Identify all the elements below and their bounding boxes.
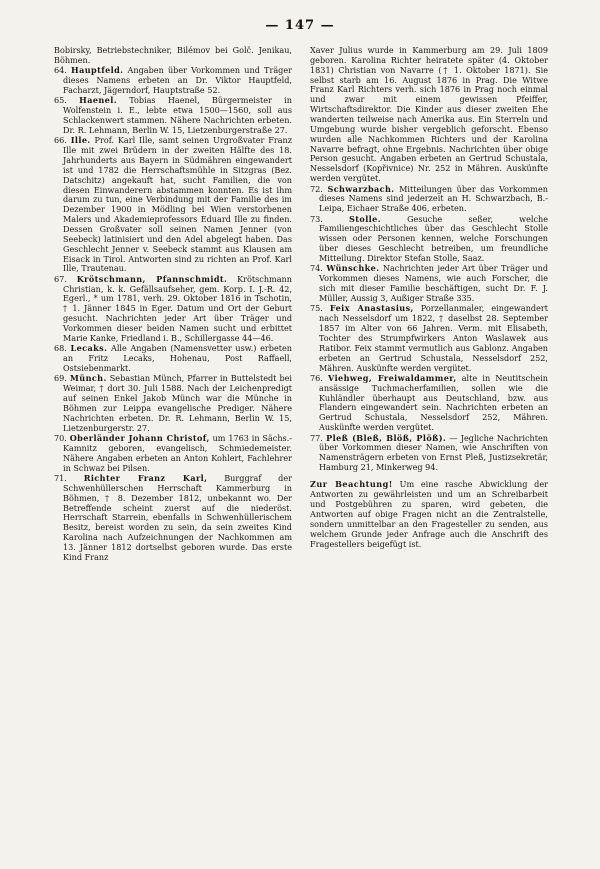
entry-number: 73. bbox=[310, 213, 323, 224]
left-column bbox=[54, 46, 292, 843]
entry-number: 76. bbox=[310, 372, 323, 383]
entry-text: Krötschmann Christian, k. k. Gefällsaufseher, gem. Korp. I. J.-R. 42, Egerl., * um 1781, verh. 29. Oktober 1816 in Tschotin, † 1. Jänner 1845 in Eger. Datum und Ort der Geburt gesucht. Nachrichten jeder Art über Träger und Vorkommen dieser beiden Namen sucht und erbittet Marie Kanke, Friedland i. B., Schillergasse 44—46. bbox=[63, 273, 292, 343]
entry-text: Xaver Julius wurde in Kammerburg am 29. Juli 1809 geboren. Karolina Richter heiratete später (4. Oktober 1831) Christian von Navarre († 1. Oktober 1871). Sie selbst starb am 16. August 1876 in Prag. Die Witwe Franz Karl Richters verh. sich 1876 in Prag noch einmal und zwar mit einem gewissen Pfeiffer, Wirtschaftsdirektor. Die Kinder aus dieser zweiten Ehe wanderten teilweise nach Amerika aus. Ein Sterreln und Umgebung wurde bisher vergeblich geforscht. Ebenso wurden alle Nachkommen Richters und der Karolina Navarre befragt, ohne Ergebnis. Nachrichten über obige Person gesucht. Angaben erbeten an Gertrud Schustala, Nesselsdorf (Kopřivnice) Nr. 252 in Mähren. Auskünfte werden vergütet. bbox=[310, 45, 548, 184]
entry-item bbox=[54, 136, 292, 274]
entry-number: 68. bbox=[54, 343, 67, 354]
entry-number: 74. bbox=[310, 263, 323, 274]
entry-name: Feix Anastasius, bbox=[329, 303, 414, 314]
entry-number: 71. bbox=[54, 472, 67, 483]
entry-text: alte in Neutitschein ansässige Tuchmacherfamilien, sollen wie die Kuhländler überhaupt aus Deutschland, bzw. aus Flandern eingewandert sein. Nachrichten erbeten an Gertrud Schustala, Nesselsdorf 252, Mähren. Auskünfte werden vergütet. bbox=[319, 372, 548, 433]
entry-item bbox=[310, 434, 548, 473]
notice-heading: Zur Beachtung! bbox=[310, 479, 393, 490]
entry-text: Angaben über Vorkommen und Träger dieses Namens erbeten an Dr. Viktor Hauptfeld, Facharzt, Jägerndorf, Hauptstraße 52. bbox=[63, 65, 292, 95]
entry-number: 69. bbox=[54, 373, 67, 384]
entry-name: Richter Franz Karl, bbox=[83, 472, 208, 483]
entry-item bbox=[54, 374, 292, 433]
notice-text: Um eine rasche Abwicklung der Antworten zu gewährleisten und um an Schreibarbeit und Postgebühren zu sparen, wird gebeten, die Antworten auf obige Fragen nicht an die Zentralstelle, sondern unmittelbar an den Fragesteller zu senden, aus welchem Grunde jeder Anfrage auch die Anschrift des Fragestellers beigefügt ist. bbox=[310, 479, 548, 549]
entry-text: — Jegliche Nachrichten über Vorkommen dieser Namen, wie Anschriften von Namensträgern erbeten von Ernst Pleß, Justizsekretär, Hamburg 21, Minkerweg 94. bbox=[319, 432, 549, 473]
entry-item bbox=[310, 185, 548, 215]
entry-number: 67. bbox=[54, 273, 67, 284]
entry-item bbox=[310, 264, 548, 303]
entry-name: Stolle. bbox=[349, 213, 381, 224]
entry-number: 72. bbox=[310, 183, 323, 194]
entry-name: Viehweg, Freiwaldammer, bbox=[328, 372, 457, 383]
entry-item bbox=[310, 374, 548, 433]
entry-text: Nachrichten jeder Art über Träger und Vorkommen dieses Namens, wie auch Forscher, die sich mit dieser Familie beschäftigen, sucht Dr. F. J. Müller, Aussig 3, Außiger Straße 335. bbox=[319, 263, 548, 303]
entry-text: Burggraf der Schwenhüllerschen Herrschaft Kammerburg in Böhmen, † 8. Dezember 1812, unbekannt wo. Der Betreffende scheint zuerst auf die niederöst. Herrschaft Starrein, ebenfalls in Schwenhüllerischem Besitz, bereist worden zu sein, da sein zweites Kind Karolina nach Aufzeichnungen der Nachkommen am 13. Jänner 1812 dortselbst geboren wurde. Das erste Kind Franz bbox=[63, 472, 293, 562]
entry-name: Ille. bbox=[70, 135, 91, 146]
entry-text: Mitteilungen über das Vorkommen dieses Namens sind jederzeit an H. Schwarzbach, B.-Leipa, Eichaer Straße 406, erbeten. bbox=[319, 183, 548, 214]
entry-text: Prof. Karl Ille, samt seinen Urgroßvater Franz Ille mit zwei Brüdern in der zweiten Hälfte des 18. Jahrhunderts aus Bayern in Südmähren eingewandert ist und 1782 die Herrschaftsmühle in Sitzgras (Bez. Datschitz) angekauft hat, sucht Familien, die von diesen Einwanderern abstammen konnten. Es ist ihm darum zu tun, eine Verbindung mit der Familie des im Dezember 1900 in Mödling bei Wien verstorbenen Malers und Akademieprofessors Eduard Ille zu finden. Dessen Großvater soll seinen Namen Jenner (von Seebeck) latinisiert und den Adel abgelegt haben. Das Geschlecht Jenner v. Seebeck stammt aus Klausen am Eisack in Tirol. Antworten sind zu richten an Prof. Karl Ille, Trautenau. bbox=[63, 135, 293, 274]
entry-item bbox=[310, 304, 548, 373]
entry-name: Schwarzbach. bbox=[327, 183, 395, 194]
entry-name: Krötschmann, Pfannschmidt. bbox=[76, 273, 228, 284]
entry-item bbox=[310, 215, 548, 264]
entry-item bbox=[54, 434, 292, 473]
entry-item bbox=[54, 344, 292, 374]
entry-name: Pleß (Bleß, Blöß, Plöß). bbox=[326, 432, 447, 443]
entry-text: Porzellanmaler, eingewandert nach Nesselsdorf um 1822, † daselbst 28. September 1857 im Alter von 66 Jahren. Verm. mit Elisabeth, Tochter des Strumpfwirkers Anton Waslawek aus Ratibor. Feix stammt vermutlich aus Gablonz. Angaben erbeten an Gertrud Schustala, Nesselsdorf 252, Mähren. Auskünfte werden vergütet. bbox=[319, 303, 548, 373]
entry-number: 65. bbox=[54, 95, 67, 106]
entry-text: um 1763 in Sächs.-Kamnitz geboren, evangelisch, Schmiedemeister. Nähere Angaben erbeten an Anton Kohlert, Fachlehrer in Schwaz bei Pilsen. bbox=[63, 433, 292, 473]
entry-item bbox=[54, 474, 292, 563]
entry-number: 77. bbox=[310, 432, 323, 443]
notice-block bbox=[310, 480, 548, 549]
entry-name: Münch. bbox=[69, 373, 107, 384]
entry-number: 64. bbox=[54, 65, 67, 76]
entry-number: 66. bbox=[54, 135, 67, 146]
entry-continuation bbox=[54, 46, 292, 66]
entry-name: Lecaks. bbox=[70, 343, 108, 354]
entry-text: Bobirsky, Betriebstechniker, Bilémov bei Golč. Jenikau, Böhmen. bbox=[54, 45, 292, 65]
entry-text: Tobias Haenel, Bürgermeister in Wolfenstein i. E., lebte etwa 1500—1560, soll aus Schlackenwert stammen. Nähere Nachrichten erbeten. Dr. R. Lehmann, Berlin W. 15, Lietzenburgerstraße 27. bbox=[63, 95, 292, 135]
entry-continuation bbox=[310, 46, 548, 184]
entry-name: Wünschke. bbox=[326, 263, 380, 274]
entry-text: Sebastian Münch, Pfarrer in Buttelstedt bei Weimar, † dort 30. Juli 1588. Nach der Leichenpredigt auf seinen Enkel Jakob Münch war die Münche in Böhmen zur Leippa evangelische Prediger. Nähere Nachrichten erbeten. Dr. R. Lehmann, Berlin W. 15, Lietzenburgerstr. 27. bbox=[63, 373, 293, 433]
entry-name: Oberländer Johann Christof, bbox=[69, 433, 210, 444]
entry-item bbox=[54, 275, 292, 344]
entry-item bbox=[54, 96, 292, 135]
entry-name: Haenel. bbox=[79, 95, 117, 106]
entry-item bbox=[54, 66, 292, 96]
page-number: — 147 — bbox=[265, 18, 335, 33]
entry-name: Hauptfeld. bbox=[71, 65, 124, 76]
entry-text: Gesuche seßer, welche Familiengeschichtliches über das Geschlecht Stolle wissen oder Personen kennen, welche Forschungen über dieses Geschlecht betreiben, um freundliche Mitteilung. Direktor Stefan Stolle, Saaz. bbox=[319, 213, 549, 264]
two-column-body bbox=[54, 46, 556, 843]
entry-text: Alle Angaben (Namensvetter usw.) erbeten an Fritz Lecaks, Hohenau, Post Raffaell, Ostsiebenmarkt. bbox=[63, 343, 292, 373]
spacer bbox=[310, 473, 548, 475]
entry-number: 75. bbox=[310, 303, 323, 314]
right-column bbox=[310, 46, 548, 843]
entry-number: 70. bbox=[54, 433, 67, 444]
